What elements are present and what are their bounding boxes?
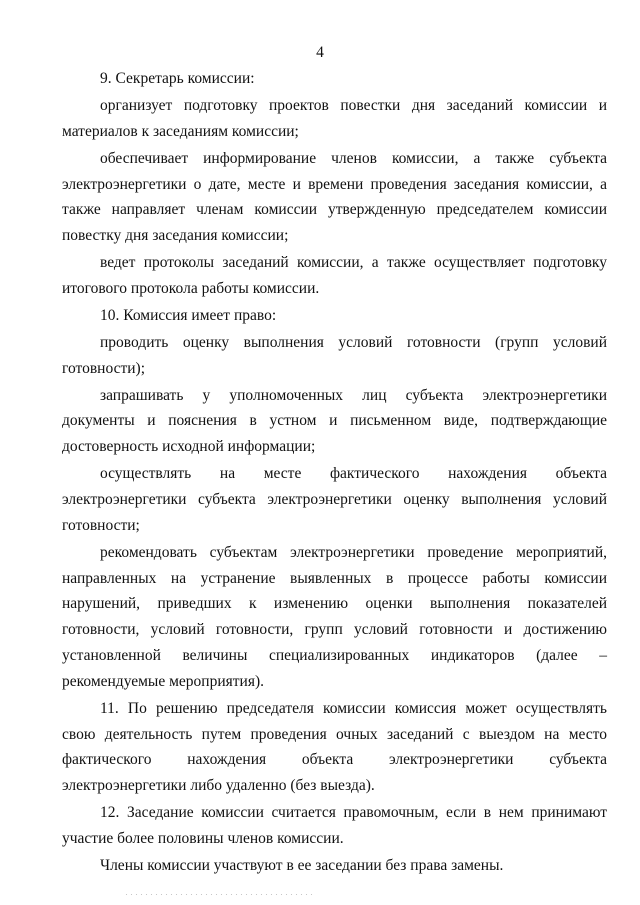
paragraph-right-request: запрашивать у уполномоченных лиц субъекта электроэнергетики документы и пояснения в устном и письменном виде, подтверждающие достоверность исходной информации; xyxy=(62,386,607,456)
paragraph-secretary-agenda: организует подготовку проектов повестки дня заседаний комиссии и материалов к заседаниям комиссии; xyxy=(62,96,607,140)
paragraph-members: Члены комиссии участвуют в ее заседании без права замены. xyxy=(100,856,504,874)
paragraph-12: 12. Заседание комиссии считается правомочным, если в нем принимают участие более половины членов комиссии. xyxy=(62,804,607,847)
document-body xyxy=(62,66,607,879)
paragraph-right-recommend: рекомендовать субъектам электроэнергетики проведение мероприятий, направленных на устранение выявленных в процессе работы комиссии нарушений, приведших к изменению оценки выполнения показателей готовности, условий готовности, групп условий готовности и достижению установленной величины специализированных индикаторов (далее – рекомендуемые мероприятия). xyxy=(62,543,607,690)
paragraph-9-heading: 9. Секретарь комиссии: xyxy=(100,70,255,87)
paragraph-secretary-minutes: ведет протоколы заседаний комиссии, а также осуществляет подготовку итогового протокола работы комиссии. xyxy=(62,254,607,297)
paragraph-10-heading: 10. Комиссия имеет право: xyxy=(100,306,277,324)
page-number: 4 xyxy=(316,44,324,61)
paragraph-right-assess: проводить оценку выполнения условий готовности (групп условий готовности); xyxy=(62,333,607,377)
scan-bottom-dots xyxy=(124,894,314,895)
scan-edge xyxy=(600,0,640,18)
paragraph-secretary-inform: обеспечивает информирование членов комиссии, а также субъекта электроэнергетики о дате, месте и времени проведения заседания комиссии, а также направляет членам комиссии утвержденную председателем комиссии повестку дня заседания комиссии; xyxy=(62,149,607,245)
paragraph-11: 11. По решению председателя комиссии комиссия может осуществлять свою деятельность путем проведения очных заседаний с выездом на место фактического нахождения объекта электроэнергетики субъекта электроэнергетики либо удаленно (без выезда). xyxy=(62,699,607,795)
paragraph-right-onsite: осуществлять на месте фактического нахождения объекта электроэнергетики субъекта электроэнергетики оценку выполнения условий готовности; xyxy=(62,465,607,534)
